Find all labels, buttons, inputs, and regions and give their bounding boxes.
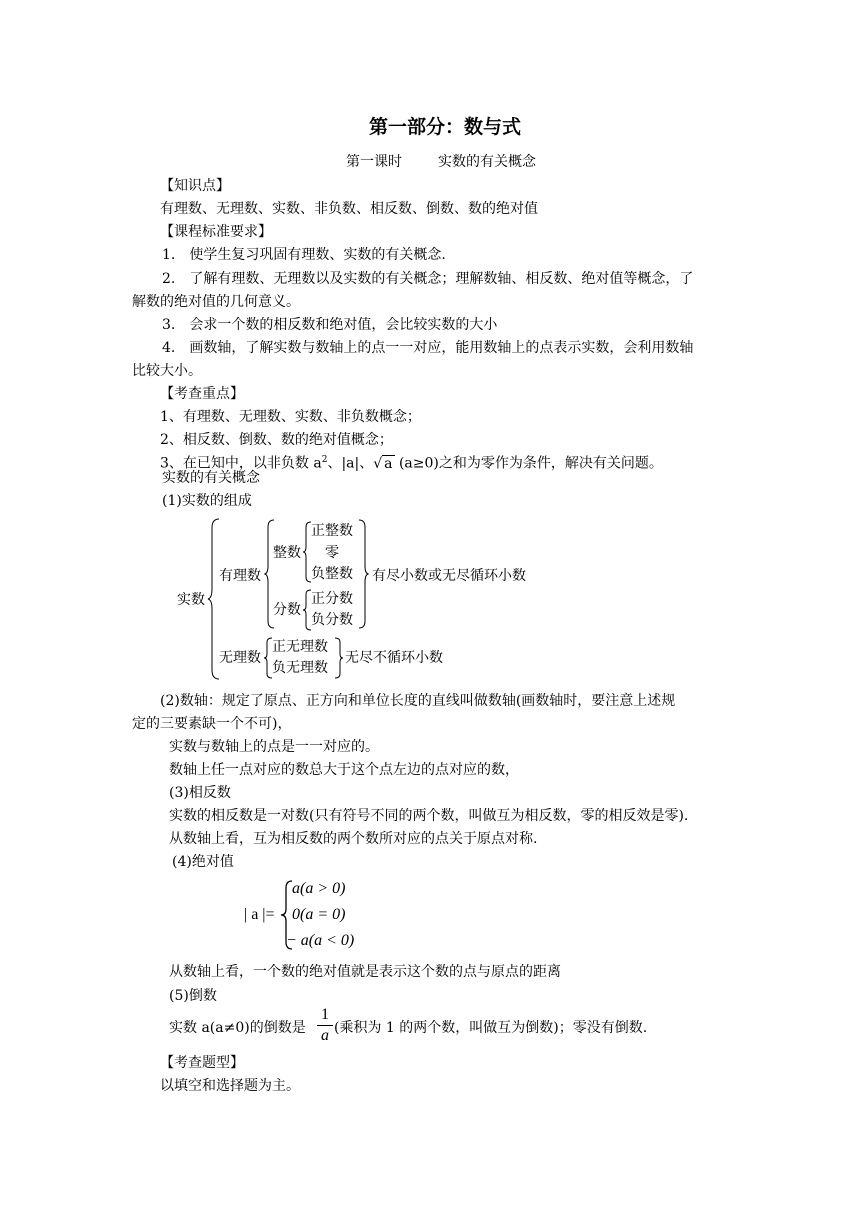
- tree-neg-irr: 负无理数: [272, 660, 328, 676]
- tree-integer: 整数: [273, 545, 301, 561]
- tree-rational-note: 有尽小数或无尽循环小数: [372, 568, 526, 584]
- opposite-title: (3)相反数: [169, 785, 231, 801]
- absolute-case-1: a(a > 0): [292, 880, 346, 897]
- reciprocal-pre: 实数 a(a≠0)的倒数是: [169, 1020, 306, 1036]
- tree-irrational: 无理数: [219, 650, 261, 666]
- page-title: 第一部分：数与式: [369, 116, 522, 138]
- keypoint-1: 1、有理数、无理数、实数、非负数概念；: [160, 409, 421, 425]
- tree-pos-frac: 正分数: [311, 591, 353, 607]
- sqrt-radicand: a: [384, 455, 393, 472]
- standard-2a: 2. 了解有理数、无理数以及实数的有关概念；理解数轴、相反数、绝对值等概念，了: [162, 271, 694, 287]
- types-text: 以填空和选择题为主。: [160, 1078, 300, 1094]
- concepts-s1: (1)实数的组成: [162, 493, 252, 509]
- reciprocal-fraction: [317, 1006, 333, 1045]
- section-heading-types: 【考查题型】: [160, 1055, 244, 1071]
- tree-pos-int: 正整数: [311, 523, 353, 539]
- fraction-denominator: a: [321, 1027, 329, 1044]
- concepts-title: 实数的有关概念: [162, 470, 260, 486]
- fraction-numerator: 1: [321, 1006, 329, 1023]
- keypoint-3-pre: 3、在已知中，以非负数 a: [160, 455, 322, 472]
- absolute-lhs: | a |=: [244, 906, 275, 923]
- section-heading-knowledge: 【知识点】: [160, 178, 230, 194]
- keypoint-3-abs: 、|a|、: [327, 455, 374, 472]
- axis-1a: (2)数轴：规定了原点、正方向和单位长度的直线叫做数轴(画数轴时，要注意上述规: [160, 693, 676, 709]
- fraction-bar: [317, 1025, 333, 1026]
- lesson-label: 第一课时: [346, 154, 402, 170]
- lesson-topic: 实数的有关概念: [438, 154, 536, 170]
- standard-1: 1. 使学生复习巩固有理数、实数的有关概念.: [162, 247, 446, 263]
- sqrt-symbol: √ a: [373, 455, 393, 472]
- section-heading-keypoints: 【考查重点】: [160, 386, 244, 402]
- tree-pos-irr: 正无理数: [272, 639, 328, 655]
- tree-real: 实数: [177, 592, 205, 608]
- standard-4b: 比较大小。: [132, 363, 202, 379]
- absolute-case-2: 0(a = 0): [292, 906, 346, 923]
- brace-rational-right: [358, 519, 370, 629]
- reciprocal-post: (乘积为 1 的两个数，叫做互为倒数)；零没有倒数.: [334, 1020, 648, 1036]
- absolute-case-3: − a(a < 0): [286, 932, 355, 949]
- tree-neg-frac: 负分数: [311, 612, 353, 628]
- keypoint-3-sup: 2: [321, 455, 328, 465]
- brace-irrational-right: [334, 637, 344, 679]
- tree-neg-int: 负整数: [311, 566, 353, 582]
- knowledge-items: 有理数、无理数、实数、非负数、相反数、倒数、数的绝对值: [160, 201, 538, 217]
- opposite-2: 从数轴上看，互为相反数的两个数所对应的点关于原点对称.: [169, 831, 538, 847]
- standard-2b: 解数的绝对值的几何意义。: [132, 294, 300, 310]
- opposite-1: 实数的相反数是一对数(只有符号不同的两个数，叫做互为相反数，零的相反效是零).: [169, 808, 689, 824]
- standard-3: 3. 会求一个数的相反数和绝对值，会比较实数的大小: [162, 317, 498, 333]
- axis-2: 实数与数轴上的点是一一对应的。: [169, 739, 379, 755]
- keypoint-2: 2、相反数、倒数、数的绝对值概念；: [160, 432, 393, 448]
- absolute-title: (4)绝对值: [172, 854, 234, 870]
- standard-4a: 4. 画数轴，了解实数与数轴上的点一一对应，能用数轴上的点表示实数，会利用数轴: [162, 340, 694, 356]
- tree-rational: 有理数: [219, 568, 261, 584]
- tree-zero: 零: [325, 545, 339, 561]
- axis-1b: 定的三要素缺一个不可)，: [132, 716, 292, 732]
- reciprocal-title: (5)倒数: [169, 988, 217, 1004]
- tree-irrational-note: 无尽不循环小数: [345, 650, 443, 666]
- tree-fraction: 分数: [273, 602, 301, 618]
- axis-3: 数轴上任一点对应的数总大于这个点左边的点对应的数，: [169, 762, 519, 778]
- keypoint-3-post: (a≥0)之和为零作为条件，解决有关问题。: [394, 455, 663, 472]
- section-heading-standards: 【课程标准要求】: [160, 224, 272, 240]
- absolute-note: 从数轴上看，一个数的绝对值就是表示这个数的点与原点的距离: [169, 964, 561, 980]
